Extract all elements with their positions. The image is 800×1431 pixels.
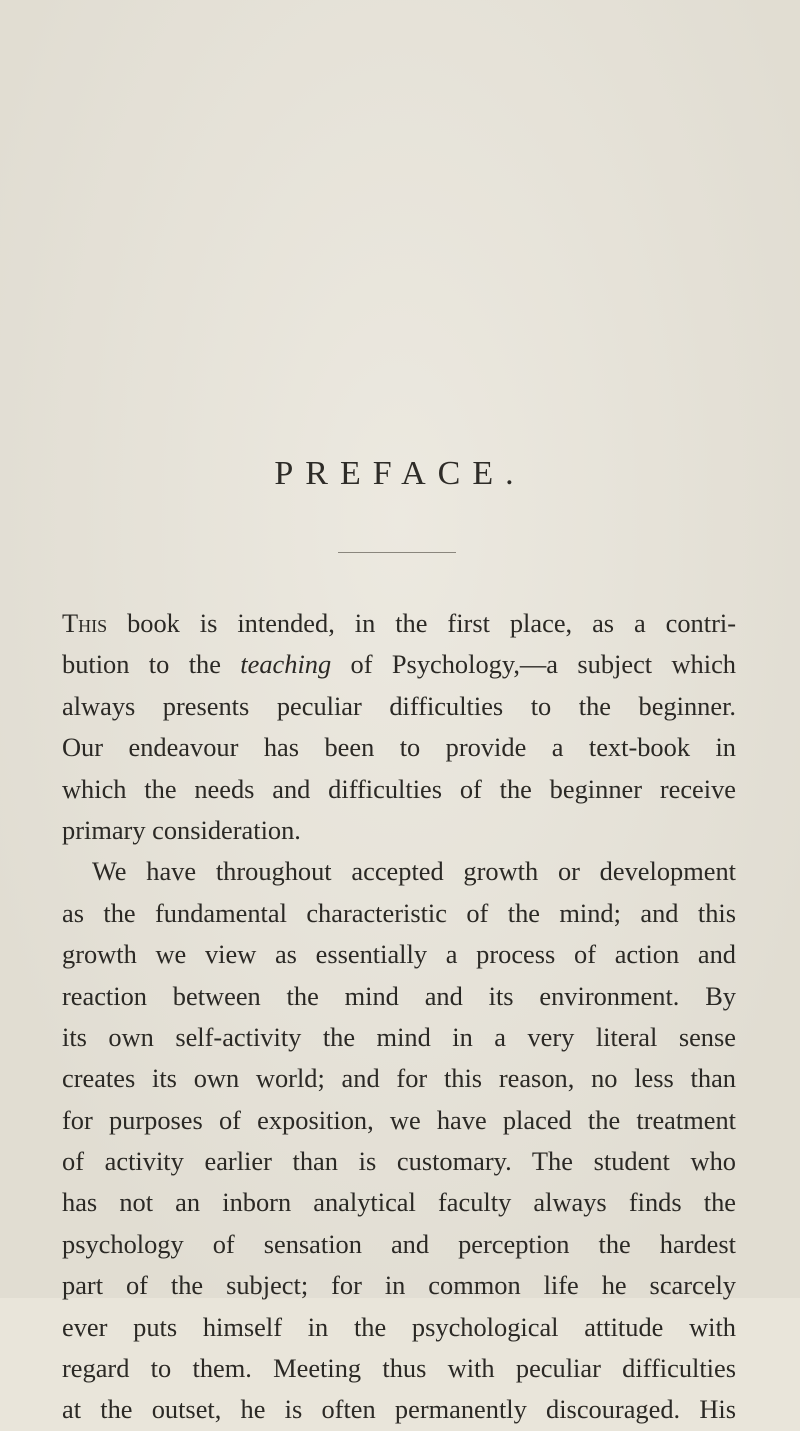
text-line: growth we view as essentially a process of action and: [62, 939, 736, 970]
text-line: which the needs and difficulties of the beginner receive: [62, 773, 736, 804]
text-line: its own self-activity the mind in a very literal sense: [62, 1021, 736, 1052]
preface-text: [62, 603, 736, 1431]
text-line: Our endeavour has been to provide a text-book in: [62, 732, 736, 763]
text-line: has not an inborn analytical faculty always finds the: [62, 1187, 736, 1218]
text-line: of activity earlier than is customary. The student who: [62, 1146, 736, 1177]
text-line: for purposes of exposition, we have placed the treatment: [62, 1104, 736, 1135]
page-title: PREFACE.: [274, 455, 526, 492]
text-line: psychology of sensation and perception the hardest: [62, 1228, 736, 1259]
text-line: always presents peculiar difficulties to the beginner.: [62, 690, 736, 721]
text-line: This book is intended, in the first place, as a contri-: [62, 608, 736, 638]
text-line: at the outset, he is often permanently discouraged. His: [62, 1394, 736, 1425]
text-line: primary consideration.: [62, 814, 301, 845]
italic-word: teaching: [240, 649, 332, 680]
text-line: creates its own world; and for this reason, no less than: [62, 1063, 736, 1094]
text-line: ever puts himself in the psychological attitude with: [62, 1311, 736, 1342]
text-line: as the fundamental characteristic of the mind; and this: [62, 897, 736, 928]
text-line: reaction between the mind and its environment. By: [62, 980, 736, 1011]
text-line: regard to them. Meeting thus with peculiar difficulties: [62, 1353, 736, 1384]
text-line: bution to the teaching of Psychology,—a subject which: [62, 649, 736, 680]
title-rule: [338, 552, 456, 553]
text-line: part of the subject; for in common life he scarcely: [62, 1270, 736, 1301]
text-line: We have throughout accepted growth or development: [92, 856, 736, 887]
lead-word: This: [62, 608, 108, 638]
